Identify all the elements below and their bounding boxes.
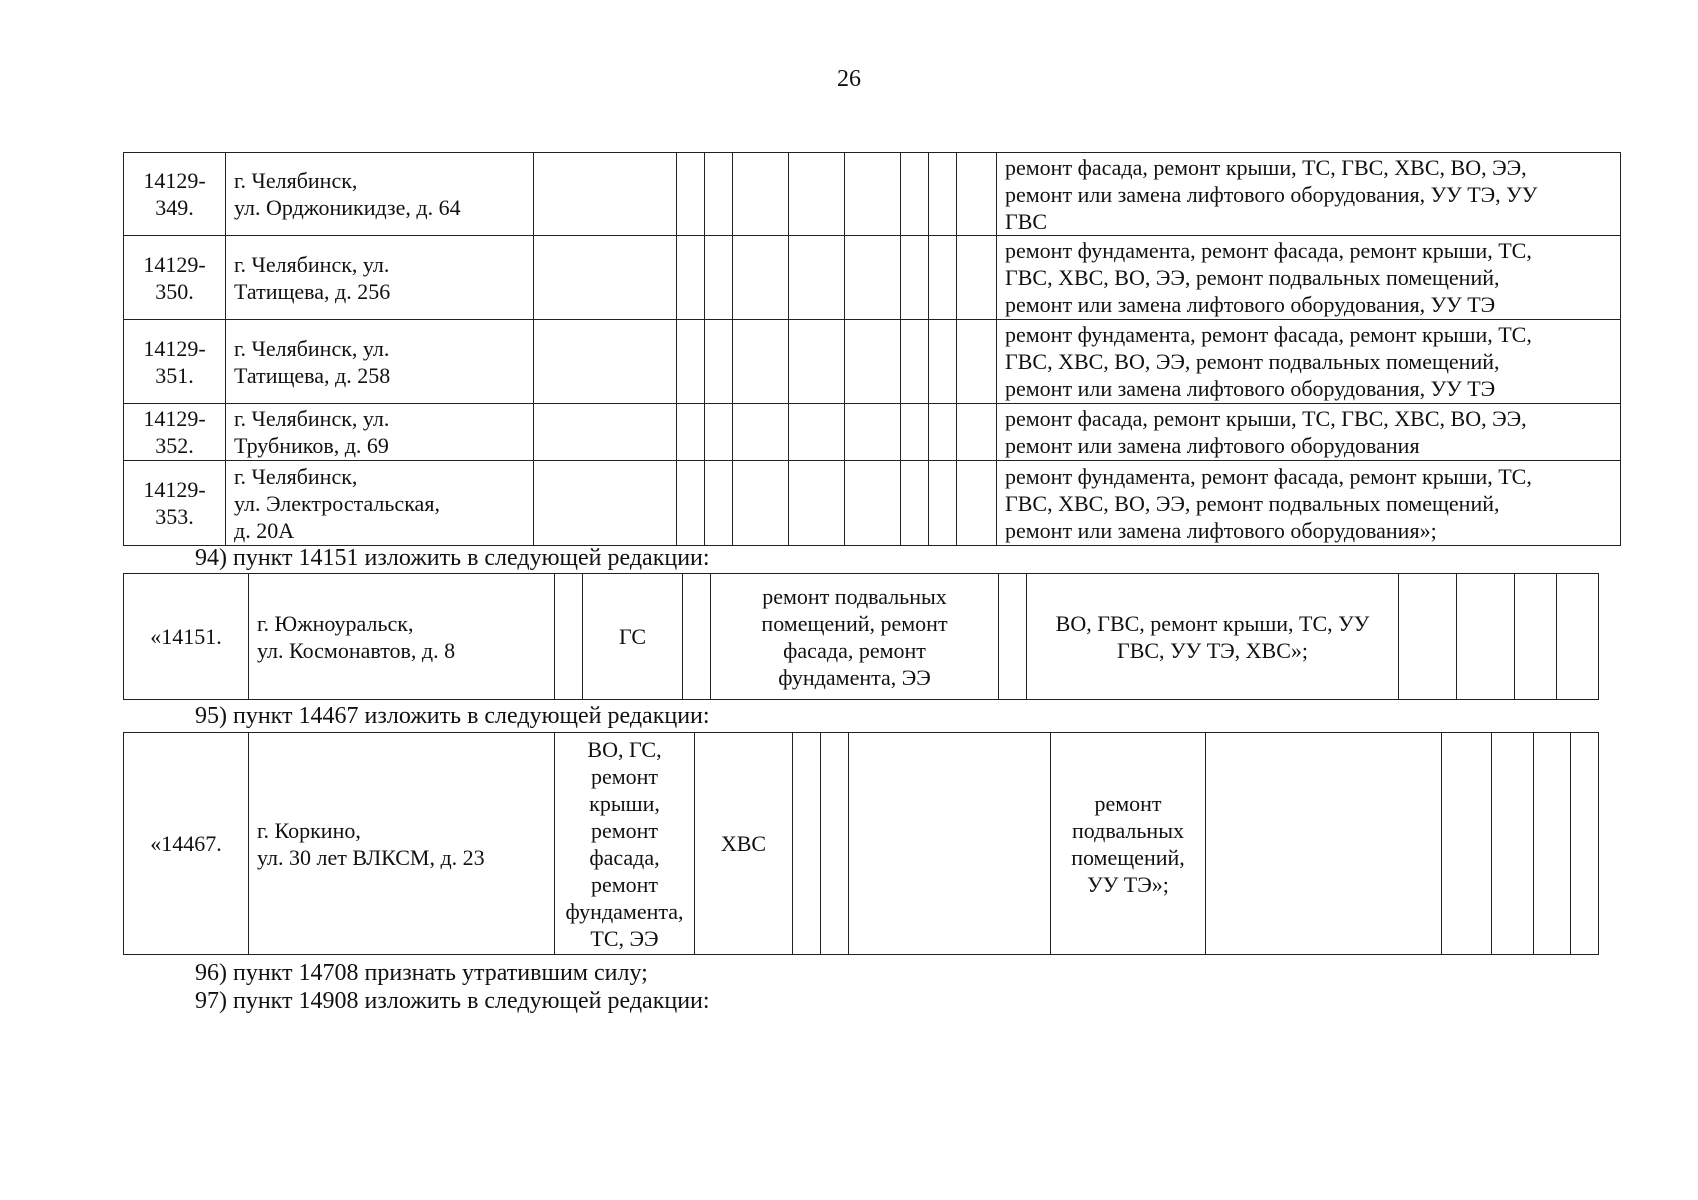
cell-line: ВО, ГС,: [587, 736, 662, 762]
empty-cell: [534, 320, 677, 404]
item-number: [124, 461, 226, 546]
cell-line: ремонт или замена лифтового оборудования: [1005, 433, 1420, 458]
empty-cell: [733, 236, 789, 320]
item-number: [124, 574, 249, 700]
cell-line: подвальных: [1072, 817, 1184, 843]
empty-cell: [683, 574, 711, 700]
cell-line: ул. Электростальская,: [234, 490, 440, 516]
table-row: [124, 236, 1621, 320]
item-95: 95) пункт 14467 изложить в следующей редакции:: [195, 703, 710, 729]
empty-cell: [534, 461, 677, 546]
cell-line: 14129-: [143, 168, 206, 193]
empty-cell: [845, 461, 901, 546]
cell-line: 353.: [155, 504, 194, 529]
cell-line: ул. Космонавтов, д. 8: [257, 637, 456, 663]
empty-cell: [929, 236, 957, 320]
table-14151: [123, 573, 1599, 700]
cell-line: г. Челябинск, ул.: [234, 406, 390, 431]
works-cell: [997, 153, 1621, 236]
empty-cell: [929, 404, 957, 461]
cell-line: ремонт подвальных: [762, 583, 947, 609]
empty-cell: [929, 461, 957, 546]
cell-line: ГВС: [1005, 208, 1048, 234]
cell-line: ремонт фундамента, ремонт фасада, ремонт крыши, ТС,: [1005, 463, 1532, 489]
empty-cell: [705, 320, 733, 404]
cell-line: фундамента,: [565, 898, 684, 924]
empty-cell: [789, 404, 845, 461]
empty-cell: [705, 236, 733, 320]
empty-cell: [1399, 574, 1457, 700]
empty-cell: [845, 236, 901, 320]
cell-line: ремонт фундамента, ремонт фасада, ремонт крыши, ТС,: [1005, 238, 1532, 263]
empty-cell: [705, 461, 733, 546]
item-number: [124, 153, 226, 236]
empty-cell: [793, 733, 821, 955]
empty-cell: [534, 153, 677, 236]
empty-cell: [901, 153, 929, 236]
empty-cell: [733, 404, 789, 461]
empty-cell: [1534, 733, 1571, 955]
empty-cell: [789, 236, 845, 320]
table-row: [124, 153, 1621, 236]
empty-cell: [677, 236, 705, 320]
empty-cell: [1515, 574, 1557, 700]
cell-line: помещений, ремонт: [761, 610, 948, 636]
cell-line: помещений,: [1071, 844, 1185, 870]
cell-line: ремонт или замена лифтового оборудования, УУ ТЭ: [1005, 292, 1496, 317]
empty-cell: [677, 320, 705, 404]
empty-cell: [789, 461, 845, 546]
address-cell: [226, 404, 534, 461]
item-number: [124, 236, 226, 320]
works-cell: [711, 574, 999, 700]
cell-line: г. Южноуральск,: [257, 610, 414, 636]
empty-cell: [957, 236, 997, 320]
cell-line: ул. Орджоникидзе, д. 64: [234, 195, 461, 220]
empty-cell: [733, 153, 789, 236]
table-row: [124, 733, 1599, 955]
empty-cell: [821, 733, 849, 955]
cell-line: УУ ТЭ»;: [1087, 871, 1169, 897]
address-cell: [226, 320, 534, 404]
empty-cell: [845, 404, 901, 461]
page-number: 26: [837, 66, 861, 92]
table-14129: [123, 152, 1621, 546]
cell-line: фундамента, ЭЭ: [778, 664, 931, 690]
empty-cell: [901, 320, 929, 404]
table-14467: [123, 732, 1599, 955]
cell-line: ГС: [618, 624, 647, 649]
cell-line: ГВС, УУ ТЭ, ХВС»;: [1116, 637, 1309, 663]
empty-cell: [789, 320, 845, 404]
empty-cell: [957, 404, 997, 461]
table-row: [124, 461, 1621, 546]
cell-line: крыши,: [589, 790, 660, 816]
item-number: [124, 733, 249, 955]
cell-line: «14467.: [150, 831, 222, 856]
cell-line: ремонт фасада, ремонт крыши, ТС, ГВС, ХВС, ВО, ЭЭ,: [1005, 406, 1527, 431]
cell-line: ТС, ЭЭ: [590, 925, 659, 951]
cell-line: ул. 30 лет ВЛКСМ, д. 23: [257, 844, 485, 870]
works-cell: [997, 320, 1621, 404]
cell-line: ремонт или замена лифтового оборудования»;: [1005, 517, 1437, 543]
empty-cell: [705, 153, 733, 236]
cell-line: ремонт: [1094, 790, 1162, 816]
empty-cell: [534, 236, 677, 320]
empty-cell: [677, 461, 705, 546]
cell-line: фасада, ремонт: [783, 637, 926, 663]
cell-line: г. Челябинск, ул.: [234, 335, 390, 361]
works-cell: [555, 733, 695, 955]
hvs-cell: [695, 733, 793, 955]
cell-line: Татищева, д. 256: [234, 278, 391, 304]
cell-line: 14129-: [143, 477, 206, 502]
empty-cell: [677, 404, 705, 461]
cell-line: ремонт: [590, 763, 659, 789]
address-cell: [249, 574, 555, 700]
empty-cell: [789, 153, 845, 236]
empty-cell: [1206, 733, 1442, 955]
empty-cell: [849, 733, 1051, 955]
table-row: [124, 574, 1599, 700]
empty-cell: [1571, 733, 1599, 955]
item-number: [124, 404, 226, 461]
cell-line: д. 20А: [234, 517, 295, 543]
empty-cell: [1457, 574, 1515, 700]
cell-line: «14151.: [150, 624, 222, 649]
empty-cell: [845, 153, 901, 236]
works-cell: [997, 236, 1621, 320]
cell-line: 14129-: [143, 335, 206, 361]
cell-line: ремонт или замена лифтового оборудования, УУ ТЭ: [1005, 376, 1496, 401]
cell-line: 350.: [155, 278, 194, 304]
cell-line: г. Челябинск,: [234, 168, 358, 193]
empty-cell: [901, 404, 929, 461]
empty-cell: [957, 461, 997, 546]
cell-line: ГВС, ХВС, ВО, ЭЭ, ремонт подвальных помещений,: [1005, 490, 1500, 516]
empty-cell: [957, 320, 997, 404]
cell-line: Трубников, д. 69: [234, 433, 389, 458]
empty-cell: [1557, 574, 1599, 700]
empty-cell: [957, 153, 997, 236]
cell-line: 14129-: [143, 251, 206, 277]
works-cell: [1027, 574, 1399, 700]
item-94: 94) пункт 14151 изложить в следующей редакции:: [195, 545, 710, 571]
address-cell: [249, 733, 555, 955]
works-cell: [997, 404, 1621, 461]
item-number: [124, 320, 226, 404]
cell-line: г. Челябинск, ул.: [234, 251, 390, 277]
cell-line: ремонт: [590, 817, 659, 843]
works-cell: [1051, 733, 1206, 955]
cell-line: г. Челябинск,: [234, 463, 358, 489]
empty-cell: [929, 320, 957, 404]
address-cell: [226, 153, 534, 236]
address-cell: [226, 461, 534, 546]
item-97: 97) пункт 14908 изложить в следующей редакции:: [195, 988, 710, 1014]
empty-cell: [929, 153, 957, 236]
cell-line: 352.: [155, 433, 194, 458]
table-row: [124, 320, 1621, 404]
cell-line: Татищева, д. 258: [234, 362, 391, 388]
cell-line: ремонт фундамента, ремонт фасада, ремонт крыши, ТС,: [1005, 322, 1532, 347]
cell-line: 349.: [155, 195, 194, 220]
empty-cell: [733, 461, 789, 546]
cell-line: ремонт: [590, 871, 659, 897]
gs-cell: [583, 574, 683, 700]
empty-cell: [705, 404, 733, 461]
cell-line: ремонт фасада, ремонт крыши, ТС, ГВС, ХВС, ВО, ЭЭ,: [1005, 154, 1527, 180]
empty-cell: [999, 574, 1027, 700]
address-cell: [226, 236, 534, 320]
cell-line: ГВС, ХВС, ВО, ЭЭ, ремонт подвальных помещений,: [1005, 265, 1500, 290]
cell-line: ремонт или замена лифтового оборудования, УУ ТЭ, УУ: [1005, 181, 1538, 207]
empty-cell: [677, 153, 705, 236]
empty-cell: [901, 236, 929, 320]
cell-line: ХВС: [720, 831, 767, 856]
empty-cell: [534, 404, 677, 461]
empty-cell: [901, 461, 929, 546]
cell-line: ВО, ГВС, ремонт крыши, ТС, УУ: [1055, 610, 1370, 636]
works-cell: [997, 461, 1621, 546]
item-96: 96) пункт 14708 признать утратившим силу;: [195, 960, 648, 986]
empty-cell: [845, 320, 901, 404]
cell-line: ГВС, ХВС, ВО, ЭЭ, ремонт подвальных помещений,: [1005, 349, 1500, 374]
cell-line: фасада,: [589, 844, 660, 870]
cell-line: 351.: [155, 362, 194, 388]
empty-cell: [555, 574, 583, 700]
cell-line: г. Коркино,: [257, 817, 361, 843]
table-row: [124, 404, 1621, 461]
empty-cell: [1442, 733, 1492, 955]
cell-line: 14129-: [143, 406, 206, 431]
empty-cell: [1492, 733, 1534, 955]
empty-cell: [733, 320, 789, 404]
